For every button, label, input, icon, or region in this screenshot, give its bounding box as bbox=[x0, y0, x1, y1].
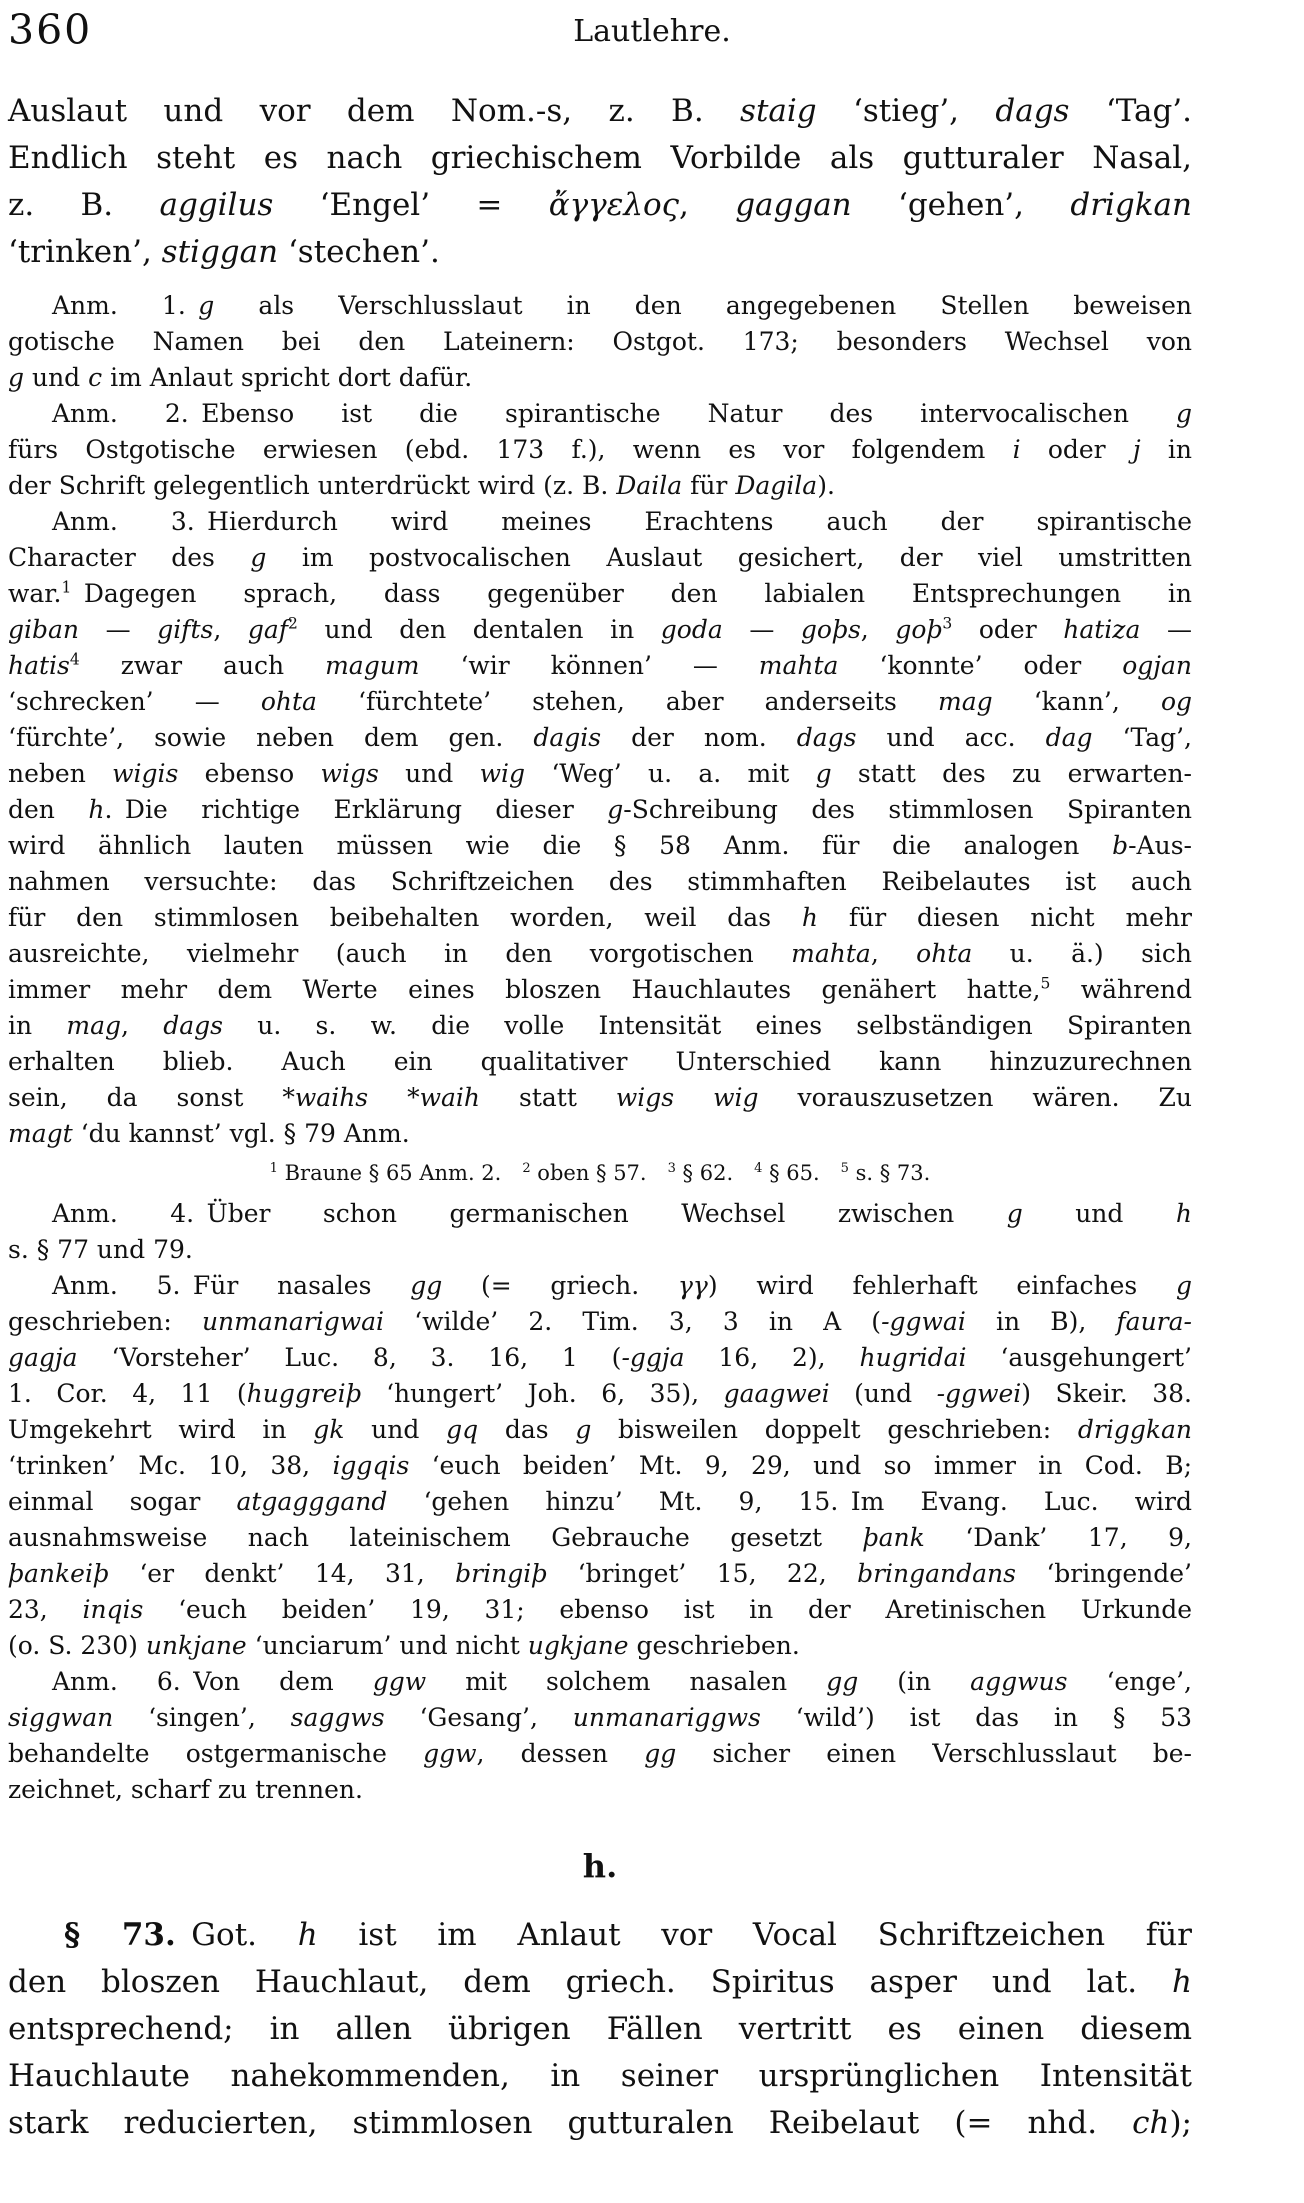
text-run: Anm. 2. Ebenso ist die spirantische Natur des intervocalischen bbox=[52, 399, 1176, 428]
text-line bbox=[8, 540, 1192, 576]
anm-1 bbox=[8, 288, 1192, 396]
italic-run: dags bbox=[796, 723, 857, 752]
italic-run: ch bbox=[1132, 2105, 1170, 2141]
italic-run: giban bbox=[8, 615, 80, 644]
text-run: (und bbox=[829, 1379, 937, 1408]
italic-run: gg bbox=[410, 1271, 443, 1300]
text-run: das bbox=[478, 1415, 576, 1444]
italic-run: dags bbox=[995, 93, 1070, 129]
italic-run: dag bbox=[1045, 723, 1093, 752]
italic-run: h bbox=[1175, 1199, 1192, 1228]
italic-run: g bbox=[575, 1415, 592, 1444]
italic-run: g bbox=[607, 795, 624, 824]
text-run: der nom. bbox=[601, 723, 797, 752]
section-heading-h bbox=[8, 1846, 1192, 1886]
italic-run: unmanariggws bbox=[572, 1703, 761, 1732]
page-header bbox=[0, 8, 1304, 58]
text-line bbox=[8, 1044, 1192, 1080]
italic-run: mag bbox=[938, 687, 993, 716]
text-run: vorauszusetzen wären. Zu bbox=[758, 1083, 1192, 1112]
text-run: ausreichte, vielmehr (auch in den vorgotischen bbox=[8, 939, 792, 968]
text-line bbox=[8, 1196, 1192, 1232]
text-run: und bbox=[344, 1415, 447, 1444]
italic-run: wigis bbox=[112, 759, 179, 788]
text-line bbox=[8, 792, 1192, 828]
italic-run: ogjan bbox=[1122, 651, 1192, 680]
text-line bbox=[8, 720, 1192, 756]
text-run: § 73. bbox=[64, 1917, 176, 1953]
text-line bbox=[8, 1912, 1192, 1959]
text-line bbox=[8, 1008, 1192, 1044]
footnote-ref: 2 bbox=[288, 614, 298, 633]
text-run: Anm. 3. Hierdurch wird meines Erachtens auch der spirantische bbox=[52, 507, 1192, 536]
italic-run: ohta bbox=[916, 939, 973, 968]
italic-run: goþs bbox=[800, 615, 861, 644]
italic-run: wigs bbox=[320, 759, 379, 788]
text-line bbox=[8, 324, 1192, 360]
italic-run: mag bbox=[66, 1011, 121, 1040]
italic-run: -ggja bbox=[621, 1343, 685, 1372]
text-run: ‘konnte’ oder bbox=[838, 651, 1123, 680]
text-run: Umgekehrt wird in bbox=[8, 1415, 314, 1444]
text-run: ‘hungert’ Joh. 6, 35), bbox=[361, 1379, 724, 1408]
anm-2 bbox=[8, 396, 1192, 504]
text-run: ‘ausgehungert’ bbox=[966, 1343, 1193, 1372]
text-run: geschrieben: bbox=[8, 1307, 202, 1336]
text-line bbox=[8, 182, 1192, 229]
italic-run: ugkjane bbox=[527, 1631, 629, 1660]
italic-run: mahta bbox=[791, 939, 871, 968]
text-run: ‘Weg’ u. a. mit bbox=[525, 759, 816, 788]
text-run: ‘fürchte’, sowie neben dem gen. bbox=[8, 723, 534, 752]
text-run: 16, 2), bbox=[684, 1343, 860, 1372]
text-line bbox=[8, 1700, 1192, 1736]
section-73 bbox=[8, 1912, 1192, 2147]
text-run: den bloszen Hauchlaut, dem griech. Spiritus asper und lat. bbox=[8, 1964, 1173, 2000]
text-line bbox=[8, 2053, 1192, 2100]
italic-run: gq bbox=[446, 1415, 479, 1444]
italic-run: goda bbox=[660, 615, 723, 644]
text-line bbox=[8, 1520, 1192, 1556]
text-run: oder bbox=[952, 615, 1064, 644]
text-line bbox=[8, 1664, 1192, 1700]
text-run: der Schrift gelegentlich unterdrückt wird (z. B. bbox=[8, 471, 617, 500]
text-run: zeichnet, scharf zu trennen. bbox=[8, 1775, 363, 1804]
text-run: ‘schrecken’ — bbox=[8, 687, 261, 716]
text-run: ‘stieg’, bbox=[816, 93, 996, 129]
text-run: ‘singen’, bbox=[113, 1703, 291, 1732]
text-run: , bbox=[870, 939, 917, 968]
text-run: ‘wild’) ist das in § 53 bbox=[760, 1703, 1193, 1732]
text-run: ‘Dank’ 17, 9, bbox=[924, 1523, 1193, 1552]
text-run: war. bbox=[8, 579, 62, 608]
text-run: . Die richtige Erklärung dieser bbox=[104, 795, 608, 824]
text-run: als Verschlusslaut in den angegebenen Stellen beweisen bbox=[214, 291, 1193, 320]
italic-run: g bbox=[1175, 399, 1192, 428]
text-run: im postvocalischen Auslaut gesichert, der viel umstritten bbox=[266, 543, 1192, 572]
italic-run: þank bbox=[862, 1523, 925, 1552]
italic-run: aggwus bbox=[970, 1667, 1068, 1696]
italic-run: wig bbox=[479, 759, 526, 788]
text-line bbox=[8, 1080, 1192, 1116]
text-run: ‘gehen hinzu’ Mt. 9, 15. Im Evang. Luc. wird bbox=[387, 1487, 1192, 1516]
text-line bbox=[8, 1448, 1192, 1484]
text-line bbox=[8, 1412, 1192, 1448]
footnote-ref: 4 bbox=[69, 650, 80, 669]
text-run: Dagegen sprach, dass gegenüber den labialen Entsprechungen in bbox=[71, 579, 1192, 608]
text-run: bisweilen doppelt geschrieben: bbox=[591, 1415, 1078, 1444]
text-run: für bbox=[682, 471, 736, 500]
text-run: wird ähnlich lauten müssen wie die § 58 Anm. für die analogen bbox=[8, 831, 1113, 860]
text-run: ‘unciarum’ und nicht bbox=[246, 1631, 528, 1660]
italic-run: h bbox=[801, 903, 818, 932]
anm-3 bbox=[8, 504, 1192, 1152]
italic-run: ggw bbox=[372, 1667, 427, 1696]
footnote-ref: 3 bbox=[667, 1161, 676, 1176]
italic-run: g bbox=[8, 363, 25, 392]
text-run: ‘wilde’ 2. Tim. 3, 3 in A ( bbox=[384, 1307, 882, 1336]
footnote-ref: 1 bbox=[269, 1161, 278, 1176]
italic-run: g bbox=[1175, 1271, 1192, 1300]
italic-run: unmanarigwai bbox=[201, 1307, 385, 1336]
text-run: § 65. bbox=[762, 1161, 841, 1185]
text-line bbox=[8, 1592, 1192, 1628]
italic-run: -ggwai bbox=[881, 1307, 966, 1336]
text-line bbox=[8, 1959, 1192, 2006]
text-line bbox=[8, 2006, 1192, 2053]
text-run: stark reducierten, stimmlosen gutturalen Reibelaut (= nhd. bbox=[8, 2105, 1133, 2141]
text-run: s. § 77 und 79. bbox=[8, 1235, 193, 1264]
italic-run: h bbox=[88, 795, 105, 824]
text-line bbox=[8, 135, 1192, 182]
text-run: -Schreibung des stimmlosen Spiranten bbox=[623, 795, 1192, 824]
text-run: 23, bbox=[8, 1595, 83, 1624]
italic-run: faura- bbox=[1116, 1307, 1192, 1336]
text-line bbox=[8, 576, 1192, 612]
italic-run: Dagila bbox=[735, 471, 818, 500]
italic-run: siggwan bbox=[8, 1703, 114, 1732]
text-run: (= griech. bbox=[442, 1271, 678, 1300]
text-run: in B), bbox=[965, 1307, 1117, 1336]
italic-run: j bbox=[1132, 435, 1141, 464]
text-run: oder bbox=[1020, 435, 1133, 464]
italic-run: atgagggand bbox=[236, 1487, 388, 1516]
text-run: 1. Cor. 4, 11 ( bbox=[8, 1379, 247, 1408]
text-run: ‘Tag’, bbox=[1092, 723, 1192, 752]
italic-run: h bbox=[297, 1917, 318, 1953]
text-run: neben bbox=[8, 759, 113, 788]
italic-run: c bbox=[88, 363, 103, 392]
text-run: und den dentalen in bbox=[297, 615, 661, 644]
text-run: nahmen versuchte: das Schriftzeichen des stimmhaften Reibelautes ist auch bbox=[8, 867, 1192, 896]
text-run: ) Skeir. 38. bbox=[1021, 1379, 1193, 1408]
text-run: ‘bringet’ 15, 22, bbox=[547, 1559, 858, 1588]
text-run: — bbox=[722, 615, 801, 644]
italic-run: magum bbox=[325, 651, 420, 680]
text-run: ). bbox=[817, 471, 835, 500]
text-run: statt bbox=[480, 1083, 616, 1112]
text-run: z. B. bbox=[8, 187, 160, 223]
text-run: Endlich steht es nach griechischem Vorbilde als gutturaler Nasal, bbox=[8, 140, 1192, 176]
italic-run: ohta bbox=[260, 687, 317, 716]
text-run: h. bbox=[582, 1847, 618, 1885]
text-run: im Anlaut spricht dort dafür. bbox=[102, 363, 473, 392]
text-run: oben § 57. bbox=[530, 1161, 668, 1185]
italic-run: drigkan bbox=[1070, 187, 1192, 223]
text-line bbox=[8, 1772, 1192, 1808]
italic-run: huggreiþ bbox=[246, 1379, 362, 1408]
italic-run: driggkan bbox=[1077, 1415, 1192, 1444]
footnote-ref: 5 bbox=[1040, 974, 1051, 993]
text-run: und acc. bbox=[856, 723, 1046, 752]
text-run: ‘euch beiden’ Mt. 9, 29, und so immer in Cod. B; bbox=[409, 1451, 1192, 1480]
italic-run: g bbox=[815, 759, 832, 788]
text-line bbox=[8, 1846, 1192, 1886]
text-run: immer mehr dem Werte eines bloszen Hauchlautes genähert hatte, bbox=[8, 975, 1041, 1004]
text-line bbox=[8, 1340, 1192, 1376]
text-run: für diesen nicht mehr bbox=[818, 903, 1193, 932]
italic-run: ἄγγελος bbox=[548, 187, 679, 223]
italic-run: magt bbox=[8, 1119, 73, 1148]
text-line bbox=[8, 900, 1192, 936]
italic-run: Daila bbox=[616, 471, 683, 500]
italic-run: *waih bbox=[407, 1083, 481, 1112]
text-run: s. § 73. bbox=[848, 1161, 931, 1185]
footnote-ref: 5 bbox=[840, 1161, 849, 1176]
text-run: Anm. 5. Für nasales bbox=[52, 1271, 411, 1300]
text-run: ‘er denkt’ 14, 31, bbox=[108, 1559, 456, 1588]
text-line bbox=[8, 1158, 1192, 1188]
italic-run: gg bbox=[826, 1667, 859, 1696]
text-run: § 62. bbox=[675, 1161, 755, 1185]
text-line bbox=[8, 504, 1192, 540]
text-run: ‘Gesang’, bbox=[384, 1703, 573, 1732]
text-line bbox=[8, 88, 1192, 135]
text-run: (in bbox=[858, 1667, 971, 1696]
text-line bbox=[8, 1304, 1192, 1340]
italic-run: wig bbox=[713, 1083, 759, 1112]
text-run: und bbox=[1022, 1199, 1176, 1228]
italic-run: bringiþ bbox=[455, 1559, 548, 1588]
text-run: Anm. 4. Über schon germanischen Wechsel zwischen bbox=[52, 1199, 1007, 1228]
italic-run: h bbox=[1172, 1964, 1192, 2000]
italic-run: -ggwei bbox=[936, 1379, 1022, 1408]
italic-run: gifts bbox=[157, 615, 214, 644]
text-run: ) wird fehlerhaft einfaches bbox=[707, 1271, 1176, 1300]
text-run bbox=[674, 1083, 713, 1112]
text-run: u. ä.) sich bbox=[972, 939, 1192, 968]
text-line bbox=[8, 828, 1192, 864]
text-run: und bbox=[378, 759, 480, 788]
italic-run: gg bbox=[644, 1739, 677, 1768]
text-run: Anm. 1. bbox=[52, 291, 199, 320]
text-run: , dessen bbox=[476, 1739, 645, 1768]
text-run: erhalten blieb. Auch ein qualitativer Unterschied kann hinzuzurechnen bbox=[8, 1047, 1192, 1076]
italic-run: bringandans bbox=[857, 1559, 1016, 1588]
italic-run: gaf bbox=[247, 615, 289, 644]
italic-run: γγ bbox=[677, 1271, 708, 1300]
italic-run: wigs bbox=[615, 1083, 675, 1112]
text-run: ‘euch beiden’ 19, 31; ebenso ist in der Aretinischen Urkunde bbox=[143, 1595, 1192, 1624]
text-run: Got. bbox=[175, 1917, 298, 1953]
italic-run: inqis bbox=[82, 1595, 144, 1624]
text-line bbox=[8, 468, 1192, 504]
italic-run: g bbox=[1006, 1199, 1023, 1228]
italic-run: ggw bbox=[423, 1739, 477, 1768]
text-run: in bbox=[1140, 435, 1193, 464]
text-run: gotische Namen bei den Lateinern: Ostgot. 173; besonders Wechsel von bbox=[8, 327, 1192, 356]
text-line bbox=[8, 864, 1192, 900]
text-line bbox=[8, 1232, 1192, 1268]
text-run: ); bbox=[1169, 2105, 1192, 2141]
text-run: ‘trinken’, bbox=[8, 234, 162, 270]
text-run: sein, da sonst bbox=[8, 1083, 283, 1112]
text-line bbox=[8, 972, 1192, 1008]
text-block bbox=[8, 88, 1192, 2147]
footnote-ref: 3 bbox=[942, 614, 953, 633]
text-run: , bbox=[860, 615, 896, 644]
text-run: ‘bringende’ bbox=[1015, 1559, 1192, 1588]
text-line bbox=[8, 2100, 1192, 2147]
text-run: Anm. 6. Von dem bbox=[52, 1667, 373, 1696]
text-run: Auslaut und vor dem Nom.-s, z. B. bbox=[8, 93, 741, 129]
italic-run: gk bbox=[313, 1415, 345, 1444]
italic-run: goþ bbox=[895, 615, 943, 644]
text-line bbox=[8, 360, 1192, 396]
text-run: behandelte ostgermanische bbox=[8, 1739, 424, 1768]
text-line bbox=[8, 936, 1192, 972]
italic-run: i bbox=[1012, 435, 1021, 464]
text-run: zwar auch bbox=[79, 651, 326, 680]
italic-run: hatiza bbox=[1063, 615, 1141, 644]
text-run: (o. S. 230) bbox=[8, 1631, 146, 1660]
italic-run: saggws bbox=[290, 1703, 385, 1732]
text-run: ‘Engel’ = bbox=[273, 187, 549, 223]
text-run: Hauchlaute nahekommenden, in seiner ursprünglichen Intensität bbox=[8, 2058, 1192, 2094]
italic-run: aggilus bbox=[159, 187, 274, 223]
paragraph-continuation bbox=[8, 88, 1192, 276]
text-run: mit solchem nasalen bbox=[426, 1667, 827, 1696]
footnote-ref: 1 bbox=[61, 578, 72, 597]
italic-run: g bbox=[250, 543, 267, 572]
italic-run: hatis bbox=[8, 651, 70, 680]
text-run: , bbox=[121, 1011, 164, 1040]
text-line bbox=[8, 1628, 1192, 1664]
italic-run: dags bbox=[163, 1011, 223, 1040]
text-run: ‘fürchtete’ stehen, aber anderseits bbox=[316, 687, 938, 716]
text-line bbox=[8, 1556, 1192, 1592]
italic-run: dagis bbox=[533, 723, 602, 752]
text-run: einmal sogar bbox=[8, 1487, 237, 1516]
footnote-ref: 2 bbox=[522, 1161, 531, 1176]
anm-4 bbox=[8, 1196, 1192, 1268]
italic-run: *waihs bbox=[282, 1083, 369, 1112]
page-number: 360 bbox=[8, 6, 93, 54]
text-run: ‘enge’, bbox=[1067, 1667, 1193, 1696]
text-line bbox=[8, 648, 1192, 684]
text-run: geschrieben. bbox=[628, 1631, 800, 1660]
text-line bbox=[8, 612, 1192, 648]
text-run: ‘stechen’. bbox=[278, 234, 440, 270]
text-run: — bbox=[1140, 615, 1192, 644]
text-run: statt des zu erwarten- bbox=[831, 759, 1192, 788]
text-run: für den stimmlosen beibehalten worden, weil das bbox=[8, 903, 802, 932]
text-line bbox=[8, 432, 1192, 468]
anm-5 bbox=[8, 1268, 1192, 1664]
text-run: ist im Anlaut vor Vocal Schriftzeichen für bbox=[317, 1917, 1192, 1953]
italic-run: gaagwei bbox=[723, 1379, 830, 1408]
text-run: ‘du kannst’ vgl. § 79 Anm. bbox=[72, 1119, 410, 1148]
italic-run: gagja bbox=[8, 1343, 78, 1372]
text-run: sicher einen Verschlusslaut be- bbox=[676, 1739, 1192, 1768]
italic-run: hugridai bbox=[859, 1343, 967, 1372]
footnote-ref: 4 bbox=[754, 1161, 763, 1176]
text-line bbox=[8, 1268, 1192, 1304]
text-run: u. s. w. die volle Intensität eines selbständigen Spiranten bbox=[222, 1011, 1192, 1040]
text-line bbox=[8, 288, 1192, 324]
text-line bbox=[8, 756, 1192, 792]
italic-run: unkjane bbox=[145, 1631, 247, 1660]
text-run: ebenso bbox=[178, 759, 321, 788]
footnotes bbox=[8, 1158, 1192, 1188]
italic-run: b bbox=[1112, 831, 1129, 860]
text-run: , bbox=[213, 615, 248, 644]
text-run bbox=[368, 1083, 407, 1112]
text-line bbox=[8, 1736, 1192, 1772]
text-run: , bbox=[679, 187, 736, 223]
italic-run: og bbox=[1160, 687, 1192, 716]
text-run: ‘trinken’ Mc. 10, 38, bbox=[8, 1451, 333, 1480]
text-line bbox=[8, 229, 1192, 276]
text-run: in bbox=[8, 1011, 67, 1040]
text-run: ‘gehen’, bbox=[851, 187, 1071, 223]
text-run: ausnahmsweise nach lateinischem Gebrauche gesetzt bbox=[8, 1523, 863, 1552]
text-line bbox=[8, 1116, 1192, 1152]
text-run: ‘Tag’. bbox=[1069, 93, 1192, 129]
text-run: ‘Vorsteher’ Luc. 8, 3. 16, 1 ( bbox=[77, 1343, 622, 1372]
text-line bbox=[8, 396, 1192, 432]
running-title: Lautlehre. bbox=[573, 14, 731, 49]
text-run: den bbox=[8, 795, 89, 824]
text-run: ‘wir können’ — bbox=[419, 651, 759, 680]
italic-run: iggqis bbox=[332, 1451, 410, 1480]
text-run: fürs Ostgotische erwiesen (ebd. 173 f.), wenn es vor folgendem bbox=[8, 435, 1013, 464]
text-run: -Aus- bbox=[1128, 831, 1192, 860]
italic-run: stiggan bbox=[161, 234, 279, 270]
italic-run: gaggan bbox=[735, 187, 852, 223]
text-line bbox=[8, 1376, 1192, 1412]
italic-run: g bbox=[198, 291, 215, 320]
text-run: Braune § 65 Anm. 2. bbox=[277, 1161, 523, 1185]
text-line bbox=[8, 1484, 1192, 1520]
text-run: während bbox=[1050, 975, 1192, 1004]
text-run: und bbox=[24, 363, 89, 392]
italic-run: mahta bbox=[758, 651, 839, 680]
text-run: — bbox=[79, 615, 158, 644]
text-run: Character des bbox=[8, 543, 251, 572]
text-run: entsprechend; in allen übrigen Fällen vertritt es einen diesem bbox=[8, 2011, 1192, 2047]
italic-run: staig bbox=[740, 93, 817, 129]
text-line bbox=[8, 684, 1192, 720]
italic-run: þankeiþ bbox=[8, 1559, 109, 1588]
anm-6 bbox=[8, 1664, 1192, 1808]
text-run: ‘kann’, bbox=[992, 687, 1161, 716]
